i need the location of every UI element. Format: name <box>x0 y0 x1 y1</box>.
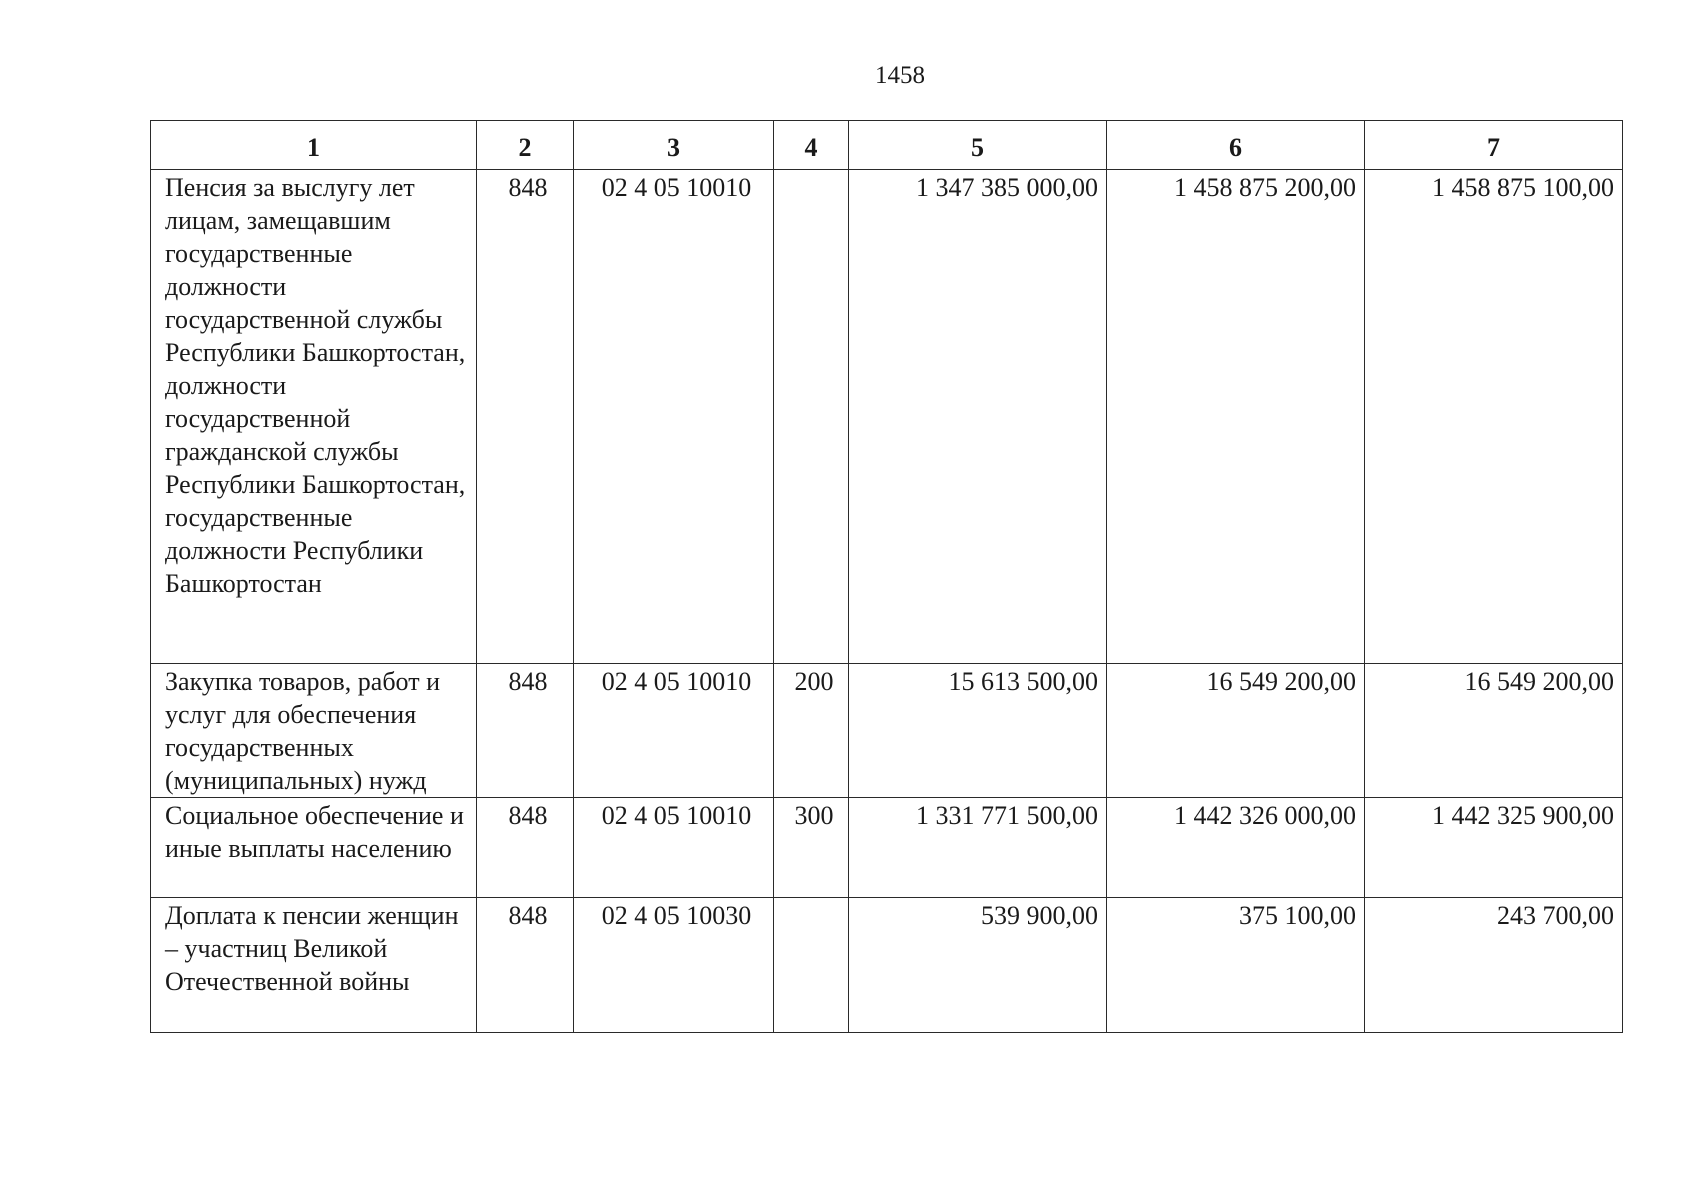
row-amount-2: 16 549 200,00 <box>1107 664 1365 798</box>
table-row <box>151 664 1623 798</box>
row-code: 848 <box>477 170 574 664</box>
row-code: 848 <box>477 664 574 798</box>
table-row <box>151 170 1623 664</box>
row-amount-3: 16 549 200,00 <box>1365 664 1623 798</box>
row-type <box>774 170 849 664</box>
row-type: 200 <box>774 664 849 798</box>
row-type: 300 <box>774 798 849 898</box>
column-header-1: 1 <box>151 121 477 170</box>
table-row <box>151 898 1623 1033</box>
column-header-3: 3 <box>574 121 774 170</box>
column-header-2: 2 <box>477 121 574 170</box>
column-header-5: 5 <box>849 121 1107 170</box>
table-row <box>151 798 1623 898</box>
row-name: Социальное обеспечение и иные выплаты населению <box>151 798 477 898</box>
column-header-4: 4 <box>774 121 849 170</box>
row-name: Доплата к пенсии женщин – участниц Великой Отечественной войны <box>151 898 477 1033</box>
row-amount-3: 1 442 325 900,00 <box>1365 798 1623 898</box>
row-amount-3: 1 458 875 100,00 <box>1365 170 1623 664</box>
row-article: 02 4 05 10010 <box>574 664 774 798</box>
row-amount-2: 1 442 326 000,00 <box>1107 798 1365 898</box>
row-article: 02 4 05 10010 <box>574 798 774 898</box>
row-amount-2: 375 100,00 <box>1107 898 1365 1033</box>
row-amount-1: 1 347 385 000,00 <box>849 170 1107 664</box>
row-code: 848 <box>477 798 574 898</box>
row-code: 848 <box>477 898 574 1033</box>
row-type <box>774 898 849 1033</box>
row-name: Пенсия за выслугу лет лицам, замещавшим государственные должности государственной службы Республики Башкортостан, должности государственной гражданской службы Республики Башкортостан, государственные должности Республики Башкортостан <box>151 170 477 664</box>
row-article: 02 4 05 10010 <box>574 170 774 664</box>
row-amount-3: 243 700,00 <box>1365 898 1623 1033</box>
row-article: 02 4 05 10030 <box>574 898 774 1033</box>
header-row <box>151 121 1623 170</box>
page-number: 1458 <box>875 62 925 89</box>
column-header-6: 6 <box>1107 121 1365 170</box>
row-amount-1: 1 331 771 500,00 <box>849 798 1107 898</box>
row-amount-1: 539 900,00 <box>849 898 1107 1033</box>
row-amount-2: 1 458 875 200,00 <box>1107 170 1365 664</box>
column-header-7: 7 <box>1365 121 1623 170</box>
row-name: Закупка товаров, работ и услуг для обеспечения государственных (муниципальных) нужд <box>151 664 477 798</box>
row-amount-1: 15 613 500,00 <box>849 664 1107 798</box>
budget-table <box>150 120 1623 1033</box>
